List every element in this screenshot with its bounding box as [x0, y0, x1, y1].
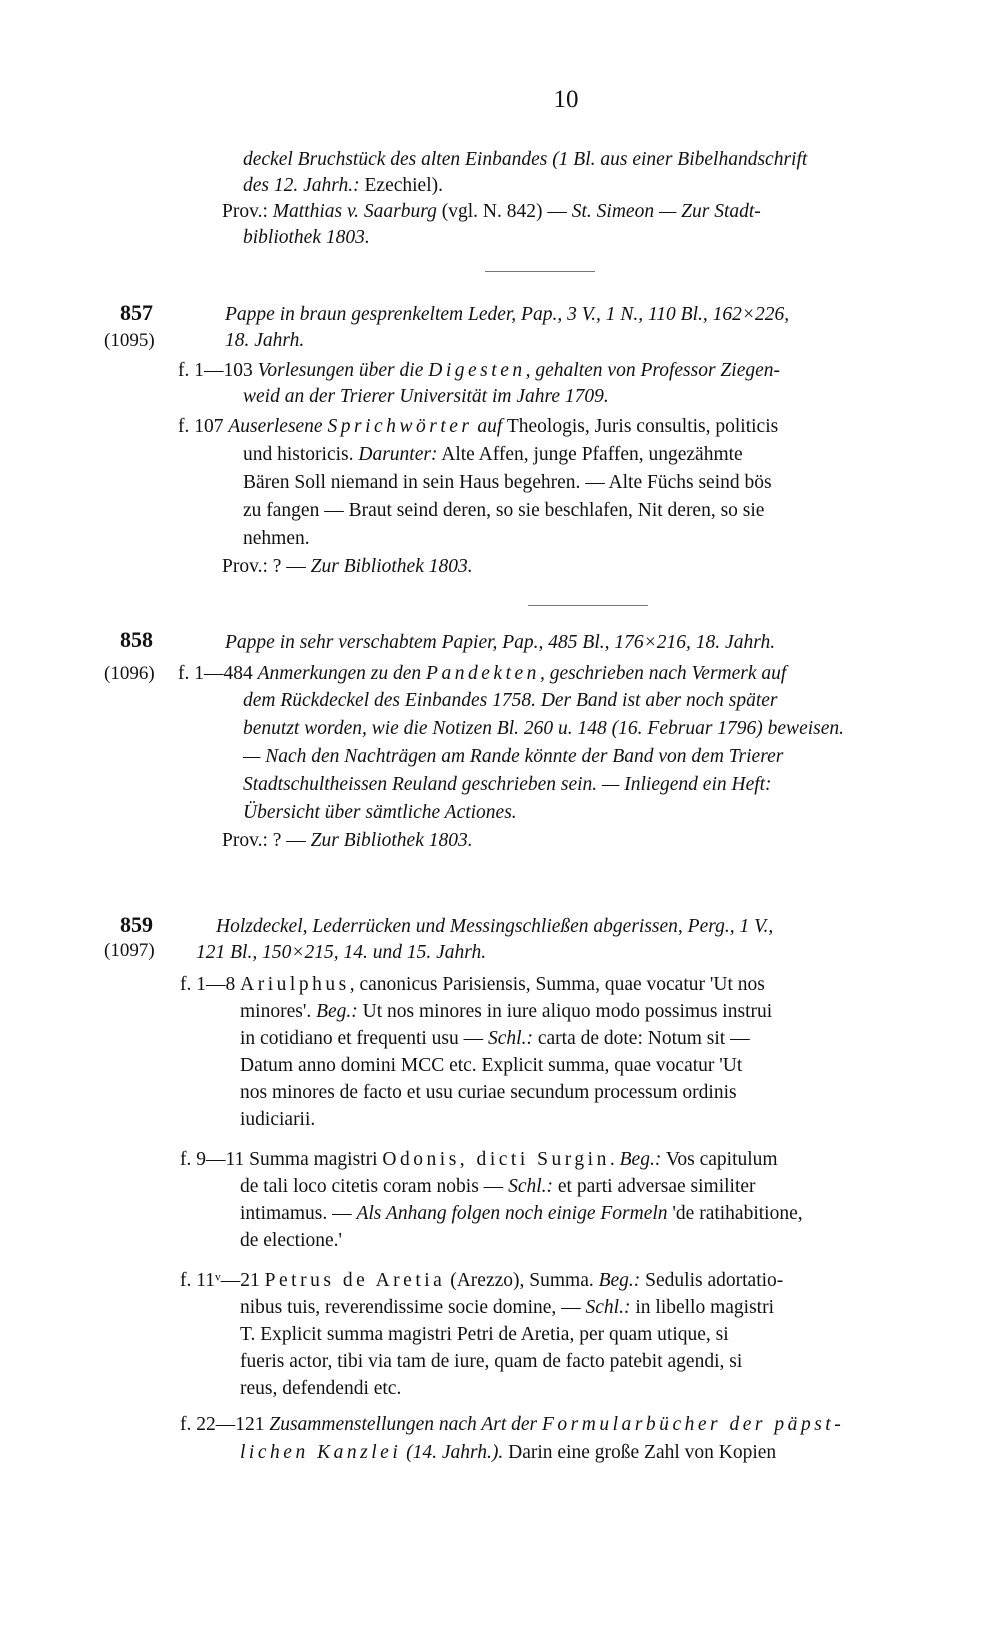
entry-859-d-italic: Zusammenstellungen nach Art der: [269, 1414, 538, 1435]
entry-859-a-l3b: Schl.:: [488, 1028, 533, 1049]
entry-859-line-2: 121 Bl., 150×215, 14. und 15. Jahrh.: [196, 942, 487, 963]
page-number: 10: [553, 86, 579, 113]
entry-857-f2-label: f. 107: [178, 416, 229, 437]
entry-859-line-1: Holzdeckel, Lederrücken und Messingschließen abgerissen, Perg., 1 V.,: [216, 916, 774, 937]
entry-857-f1-line-2: weid an der Trierer Universität im Jahre 1709.: [243, 386, 609, 407]
entry-859-b-rest: Vos capitulum: [661, 1149, 778, 1170]
entry-859-b-label: f. 9—11 Summa magistri: [180, 1149, 383, 1170]
entry-859-b: [180, 1147, 778, 1173]
entry-857-f1-rest: , gehalten von Professor Ziegen-: [525, 360, 780, 381]
entry-857-f2-l2a: und historicis.: [243, 444, 354, 465]
entry-859-c-beg: Beg.:: [593, 1270, 641, 1291]
entry-859-c-line-2: [240, 1295, 774, 1321]
entry-857-line-2: 18. Jahrh.: [225, 330, 305, 351]
entry-857-f2-line-5: nehmen.: [243, 528, 310, 549]
entry-859-d-spaced: Formularbücher der päpst-: [542, 1414, 845, 1435]
intro-line-2: [243, 173, 443, 199]
entry-857-f2-l2c: Alte Affen, junge Pfaffen, ungezähmte: [437, 444, 743, 465]
entry-859-a-line-3: [240, 1026, 750, 1052]
entry-859-c-rest: (Arezzo), Summa.: [445, 1270, 594, 1291]
entry-859-c-name: Petrus de Aretia: [264, 1270, 446, 1291]
intro-prov-ref: (vgl. N. 842) —: [436, 201, 572, 222]
entry-859-d-l2-italic: (14. Jahrh.).: [401, 1442, 504, 1463]
entry-858-f1: [178, 661, 786, 687]
entry-858-line-4: benutzt worden, wie die Notizen Bl. 260 u. 148 (16. Februar 1796) beweisen.: [243, 718, 845, 739]
entry-858-f1-label: f. 1—484: [178, 663, 258, 684]
entry-857-f2-line-3: Bären Soll niemand in sein Haus begehren. — Alte Füchs seind bös: [243, 472, 772, 493]
entry-859-d-l2-spaced: lichen Kanzlei: [240, 1442, 402, 1463]
entry-857-old-number: (1095): [104, 330, 155, 351]
entry-858-old-number: (1096): [104, 663, 155, 684]
entry-858-line-5: — Nach den Nachträgen am Rande könnte der Band von dem Trierer: [243, 746, 784, 767]
entry-859-a-line-6: iudiciarii.: [240, 1109, 316, 1130]
entry-858-prov: [222, 828, 473, 854]
entry-859-b-l2a: de tali loco citetis coram nobis —: [240, 1176, 509, 1197]
entry-859-d-l2-rest: Darin eine große Zahl von Kopien: [503, 1442, 777, 1463]
entry-859-d-label: f. 22—121: [180, 1414, 270, 1435]
entry-859-b-dot: .: [609, 1149, 615, 1170]
entry-859-d: [180, 1412, 844, 1438]
intro-prov-name: Matthias v. Saarburg: [272, 201, 437, 222]
entry-859-d-line-2: [240, 1440, 776, 1466]
entry-859-b-line-2: [240, 1174, 756, 1200]
entry-857-f1: [178, 358, 780, 384]
entry-858-line-1: Pappe in sehr verschabtem Papier, Pap., 485 Bl., 176×216, 18. Jahrh.: [225, 632, 776, 653]
intro-line-2-italic: des 12. Jahrh.:: [243, 175, 360, 196]
entry-857-f1-label: f. 1—103: [178, 360, 258, 381]
entry-859-b-l2c: et parti adversae similiter: [553, 1176, 756, 1197]
entry-859-a-line-2: [240, 999, 772, 1025]
entry-857-number: 857: [120, 300, 153, 325]
entry-859-a-l2b: Beg.:: [311, 1001, 358, 1022]
entry-858-line-6: Stadtschultheissen Reuland geschrieben sein. — Inliegend ein Heft:: [243, 774, 772, 795]
entry-857-prov-dest: Zur Bibliothek 1803.: [310, 556, 473, 577]
entry-859-b-l3c: 'de ratihabitione,: [667, 1203, 803, 1224]
intro-prov-label: Prov.:: [222, 201, 273, 222]
entry-859-a: [180, 972, 765, 998]
entry-859-a-line-5: nos minores de facto et usu curiae secundum processum ordinis: [240, 1082, 737, 1103]
entry-857-f2-line-4: zu fangen — Braut seind deren, so sie beschlafen, Nit deren, so sie: [243, 500, 765, 521]
entry-859-c-label: f. 11ᵛ—21: [180, 1270, 265, 1291]
entry-857-f2-spaced: Sprichwörter: [327, 416, 473, 437]
entry-859-c-line-5: reus, defendendi etc.: [240, 1378, 402, 1399]
entry-859-b-line-4: de electione.': [240, 1230, 343, 1251]
entry-859-b-line-3: [240, 1201, 803, 1227]
entry-858-f1-spaced: Pandekten: [426, 663, 540, 684]
divider: [528, 605, 648, 606]
entry-859-c-line-4: fueris actor, tibi via tam de iure, quam de facto patebit agendi, si: [240, 1351, 743, 1372]
entry-859-a-l3c: carta de dote: Notum sit —: [532, 1028, 750, 1049]
intro-prov-dest: St. Simeon — Zur Stadt-: [571, 201, 761, 222]
entry-857-f2-italic: Auserlesene: [228, 416, 328, 437]
entry-859-c-l2b: Schl.:: [585, 1297, 631, 1318]
entry-858-line-7: Übersicht über sämtliche Actiones.: [243, 802, 517, 823]
entry-857-prov: [222, 554, 473, 580]
intro-line-1: deckel Bruchstück des alten Einbandes (1 Bl. aus einer Bibelhandschrift: [243, 149, 808, 170]
intro-line-2-text: Ezechiel).: [359, 175, 444, 196]
entry-857-f2: [178, 414, 778, 440]
entry-858-number: 858: [120, 627, 153, 652]
entry-857-prov-label: Prov.: ? —: [222, 556, 311, 577]
entry-857-line-1: Pappe in braun gesprenkeltem Leder, Pap., 3 V., 1 N., 110 Bl., 162×226,: [225, 304, 790, 325]
entry-859-c-rest2: Sedulis adortatio-: [640, 1270, 784, 1291]
entry-859-a-line-4: Datum anno domini MCC etc. Explicit summa, quae vocatur 'Ut: [240, 1055, 743, 1076]
entry-858-f1-italic: Anmerkungen zu den: [257, 663, 422, 684]
entry-857-f1-spaced: Digesten: [428, 360, 526, 381]
intro-line-3: [222, 199, 761, 225]
entry-859-a-l2c: Ut nos minores in iure aliquo modo possimus instrui: [357, 1001, 773, 1022]
entry-859-a-name: Ariulphus: [240, 974, 350, 995]
entry-858-line-3: dem Rückdeckel des Einbandes 1758. Der Band ist aber noch später: [243, 690, 778, 711]
entry-857-f2-line-2: [243, 442, 743, 468]
entry-859-b-l3a: intimamus. —: [240, 1203, 357, 1224]
entry-859-a-l3a: in cotidiano et frequenti usu —: [240, 1028, 489, 1049]
divider: [485, 271, 595, 272]
entry-859-b-l2b: Schl.:: [508, 1176, 554, 1197]
intro-line-4: bibliothek 1803.: [243, 227, 370, 248]
entry-859-a-label: f. 1—8: [180, 974, 241, 995]
entry-857-f2-italic-2: auf: [472, 416, 503, 437]
entry-859-old-number: (1097): [104, 940, 155, 961]
entry-858-prov-dest: Zur Bibliothek 1803.: [310, 830, 473, 851]
entry-859-a-l2a: minores'.: [240, 1001, 312, 1022]
entry-859-b-name: Odonis, dicti Surgin: [382, 1149, 610, 1170]
entry-859-c-line-3: T. Explicit summa magistri Petri de Aretia, per quam utique, si: [240, 1324, 729, 1345]
entry-859-number: 859: [120, 912, 153, 937]
entry-857-f2-l2b: Darunter:: [353, 444, 438, 465]
entry-859-b-beg: Beg.:: [614, 1149, 662, 1170]
entry-858-prov-label: Prov.: ? —: [222, 830, 311, 851]
entry-859-b-l3b: Als Anhang folgen noch einige Formeln: [356, 1203, 668, 1224]
entry-859-c: [180, 1268, 783, 1294]
entry-859-a-rest: , canonicus Parisiensis, Summa, quae vocatur 'Ut nos: [349, 974, 765, 995]
entry-859-c-l2a: nibus tuis, reverendissime socie domine, —: [240, 1297, 586, 1318]
entry-857-f2-rest: Theologis, Juris consultis, politicis: [502, 416, 779, 437]
entry-857-f1-italic: Vorlesungen über die: [257, 360, 424, 381]
entry-858-f1-rest: , geschrieben nach Vermerk auf: [539, 663, 787, 684]
entry-859-c-l2c: in libello magistri: [630, 1297, 775, 1318]
